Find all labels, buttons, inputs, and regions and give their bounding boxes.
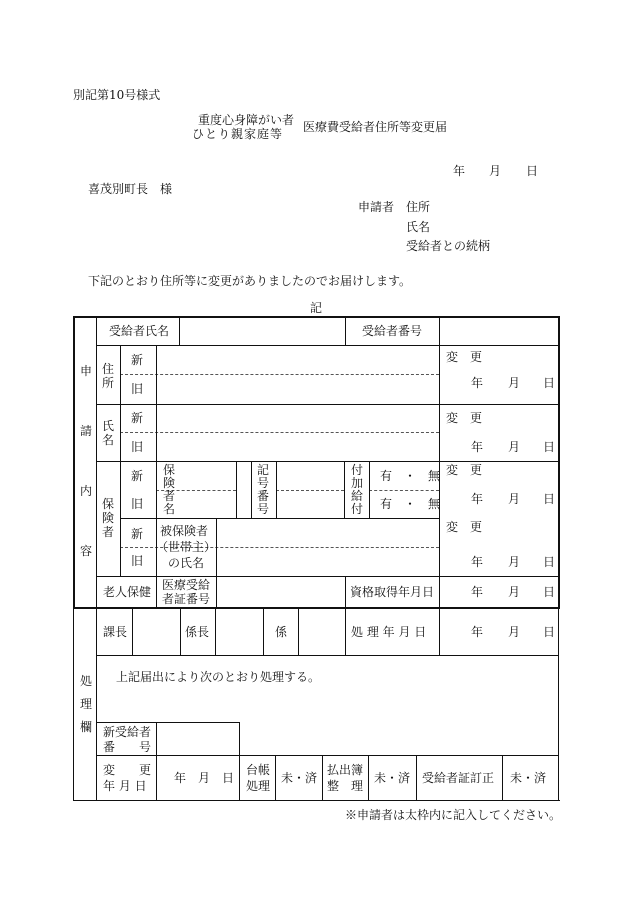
year-label: 年 (471, 440, 484, 454)
col-line (179, 316, 180, 346)
subsection-chief-label: 係長 (185, 625, 210, 639)
dashed-line (120, 432, 439, 433)
col-line (216, 518, 217, 608)
insured-label-line3: の氏名 (168, 556, 205, 570)
col-line (156, 345, 157, 518)
certificate-correction-label: 受給者証訂正 (422, 771, 495, 785)
date-day: 日 (526, 164, 539, 178)
relation-label: 受給者との続柄 (406, 239, 491, 253)
change-label: 変 更 (446, 463, 483, 477)
elderly-health-label: 老人保健 (103, 585, 152, 599)
insured-label-line2: （世帯主） (156, 540, 217, 554)
thick-border-right (558, 316, 560, 608)
name-row-label-char: 氏 (101, 419, 114, 433)
row-line (96, 722, 239, 723)
month-label: 月 (508, 376, 521, 390)
change-date-label-line2: 年 月 日 (103, 779, 147, 793)
dashed-line (120, 374, 439, 375)
form-number: 別記第10号様式 (73, 88, 161, 102)
insurer-name-label-char: 険 (162, 476, 175, 490)
change-label: 変 更 (446, 350, 483, 364)
date-year: 年 (453, 164, 466, 178)
new-number-label-line2: 番 号 (103, 740, 152, 754)
col-line (322, 755, 323, 800)
new-label: 新 (131, 411, 144, 425)
col-line (96, 316, 97, 801)
day-label: 日 (543, 376, 556, 390)
insurer-name-label-char: 者 (162, 489, 175, 503)
col-line (416, 755, 417, 800)
col-line (239, 755, 240, 800)
col-line (345, 608, 346, 655)
new-label: 新 (131, 469, 144, 483)
col-line (156, 576, 157, 608)
ledger-status: 未・済 (281, 771, 318, 785)
symbol-number-label-char: 記 (256, 463, 269, 477)
side-label-char: 請 (79, 424, 92, 438)
change-label: 変 更 (446, 520, 483, 534)
addressee: 喜茂別町長 様 (88, 182, 173, 196)
insurance-row-label-char: 保 (101, 497, 114, 511)
table-border-top (73, 316, 560, 318)
processing-side-char: 欄 (79, 720, 92, 734)
insurance-row-label-char: 者 (101, 525, 114, 539)
row-line (96, 576, 559, 577)
col-line (239, 722, 240, 755)
symbol-number-label-char: 号 (256, 502, 269, 516)
yes-no-option: 有 ・ 無 (380, 497, 441, 511)
table-border-bottom (73, 800, 560, 801)
medical-cert-label-line1: 医療受給 (162, 578, 211, 592)
old-label: 旧 (131, 382, 144, 396)
old-label: 旧 (131, 440, 144, 454)
col-line (132, 608, 133, 655)
dashed-line (276, 490, 344, 491)
yes-no-option: 有 ・ 無 (380, 469, 441, 483)
section-chief-label: 課長 (103, 625, 128, 639)
col-line (276, 461, 277, 518)
side-label-char: 内 (79, 484, 92, 498)
day-label: 日 (543, 555, 556, 569)
day-label: 日 (543, 625, 556, 639)
insurance-row-label-char: 険 (101, 511, 114, 525)
medical-cert-label-line2: 者証番号 (162, 592, 211, 606)
ledger-label-line1: 台帳 (246, 763, 271, 777)
insured-label-line1: 被保険者 (160, 524, 209, 538)
side-label-char: 容 (79, 544, 92, 558)
new-number-label-line1: 新受給者 (103, 725, 152, 739)
processing-side-char: 理 (79, 697, 92, 711)
col-line (156, 755, 157, 800)
month-label: 月 (508, 555, 521, 569)
payout-status: 未・済 (374, 771, 411, 785)
day-label: 日 (543, 492, 556, 506)
col-line (502, 755, 503, 800)
date-month: 月 (489, 164, 502, 178)
table-border-right (558, 608, 559, 801)
col-line (180, 608, 181, 655)
additional-benefit-label-char: 加 (350, 476, 363, 490)
symbol-number-label-char: 号 (256, 476, 269, 490)
col-line (275, 755, 276, 800)
year-label: 年 (471, 376, 484, 390)
processing-date-label: 処 理 年 月 日 (351, 625, 427, 639)
thick-border-bottom (73, 607, 560, 609)
old-label: 旧 (131, 554, 144, 568)
processing-statement: 上記届出により次のとおり処理する。 (116, 670, 321, 684)
symbol-number-label-char: 番 (256, 489, 269, 503)
row-line (96, 655, 559, 656)
certificate-status: 未・済 (510, 771, 547, 785)
col-line (236, 461, 237, 518)
col-line (439, 316, 440, 608)
month-label: 月 (508, 492, 521, 506)
name-row-label-char: 名 (101, 433, 114, 447)
processing-side-char: 処 (79, 674, 92, 688)
year-label: 年 (471, 585, 484, 599)
row-line (96, 404, 559, 405)
side-label-char: 申 (79, 364, 92, 378)
qualification-date-label: 資格取得年月日 (350, 585, 435, 599)
address-row-label-char: 所 (101, 376, 114, 390)
intro-text: 下記のとおり住所等に変更がありましたのでお届けします。 (88, 274, 412, 288)
dashed-line (369, 490, 439, 491)
col-line (369, 461, 370, 518)
title-left-line2: ひとり親家庭等 (192, 127, 284, 141)
change-label: 変 更 (446, 411, 483, 425)
col-line (439, 608, 440, 655)
additional-benefit-label-char: 給 (350, 489, 363, 503)
new-label: 新 (131, 353, 144, 367)
col-line (368, 755, 369, 800)
month-label: 月 (508, 625, 521, 639)
col-line (344, 461, 345, 518)
col-line (215, 608, 216, 655)
col-line (345, 316, 346, 346)
col-line (345, 576, 346, 608)
footer-note: ※申請者は太枠内に記入してください。 (345, 808, 562, 822)
col-line (298, 608, 299, 655)
ledger-label-line2: 処理 (246, 779, 271, 793)
year-label: 年 (471, 625, 484, 639)
ki-label: 記 (310, 301, 323, 315)
address-row-label-char: 住 (101, 362, 114, 376)
staff-label: 係 (275, 625, 288, 639)
col-line (251, 461, 252, 518)
recipient-name-label: 受給者氏名 (109, 324, 170, 338)
additional-benefit-label-char: 付 (350, 463, 363, 477)
additional-benefit-label-char: 付 (350, 502, 363, 516)
title-left-line1: 重度心身障がい者 (198, 113, 295, 127)
row-line (120, 518, 439, 519)
recipient-number-label: 受給者番号 (362, 324, 423, 338)
col-line (263, 608, 264, 655)
col-line (156, 722, 157, 755)
row-line (96, 755, 559, 756)
new-label: 新 (131, 527, 144, 541)
col-line (120, 345, 121, 576)
applicant-address-label: 住所 (406, 200, 431, 214)
thick-border-left (73, 316, 75, 608)
insurer-name-label-char: 保 (162, 463, 175, 477)
applicant-name-label: 氏名 (406, 220, 431, 234)
year-label: 年 (471, 555, 484, 569)
month-label: 月 (508, 585, 521, 599)
insurer-name-label-char: 名 (162, 502, 175, 516)
year-label: 年 (471, 492, 484, 506)
old-label: 旧 (131, 497, 144, 511)
form-title: 医療費受給者住所等変更届 (303, 120, 448, 134)
row-line (96, 461, 559, 462)
change-date-value: 年 月 日 (174, 771, 235, 785)
day-label: 日 (543, 440, 556, 454)
change-date-label-line1: 変 更 (103, 763, 152, 777)
day-label: 日 (543, 585, 556, 599)
payout-label-line1: 払出簿 (327, 763, 364, 777)
month-label: 月 (508, 440, 521, 454)
payout-label-line2: 整 理 (327, 779, 364, 793)
row-line (96, 345, 559, 346)
applicant-label: 申請者 (358, 200, 395, 214)
table-border-left (73, 608, 74, 801)
